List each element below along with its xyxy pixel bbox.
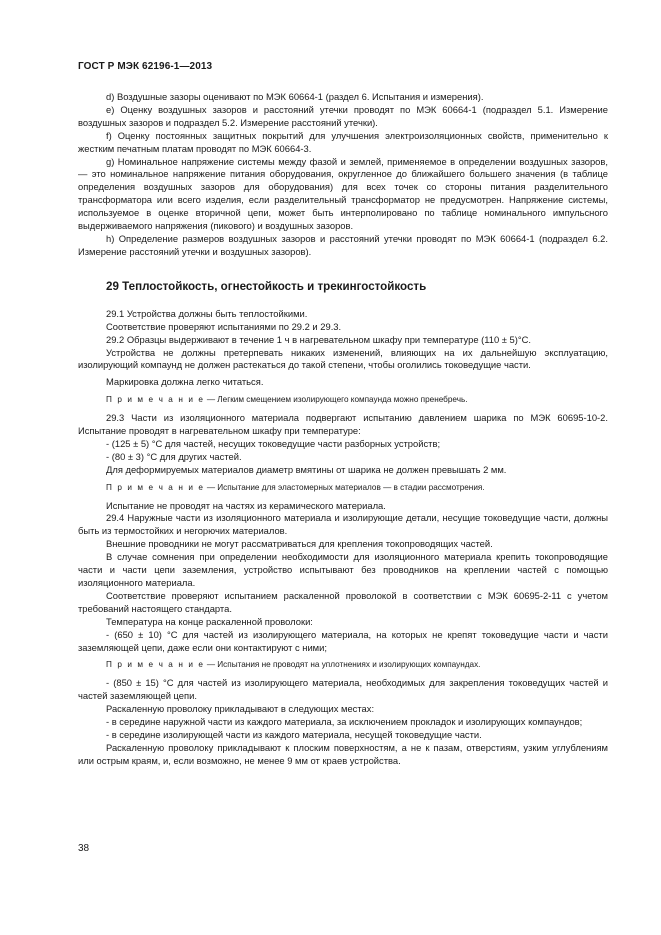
note-3-label: П р и м е ч а н и е — [106, 660, 205, 670]
paragraph-29-3-ceramic: Испытание не проводят на частях из керамического материала. — [106, 499, 386, 511]
note-2-text: — Испытание для эластомерных материалов — в стадии рассмотрения. — [204, 482, 485, 492]
note-1-label: П р и м е ч а н и е — [106, 395, 205, 405]
body-text — [78, 91, 608, 768]
paragraph-29-4-external: Внешние проводники не могут рассматриваться для крепления токопроводящих частей. — [106, 538, 493, 550]
note-2 — [78, 482, 608, 495]
paragraph-29-2: 29.2 Образцы выдерживают в течение 1 ч в нагревательном шкафу при температуре (110 ± 5)°С. — [106, 333, 532, 345]
paragraph-29-4-temperature: Температура на конце раскаленной проволоки: — [106, 615, 313, 627]
note-3-text: — Испытания не проводят на уплотнениях и изолирующих компаундах. — [204, 660, 481, 670]
paragraph-29-1-compliance: Соответствие проверяют испытаниями по 29.2 и 29.3. — [106, 320, 342, 332]
paragraph-29-4-compliance: Соответствие проверяют испытанием раскаленной проволокой в соответствии с МЭК 60695-2-11 с учетом требований настоящего стандарта. — [78, 589, 608, 614]
list-item-80: - (80 ± 3) °С для других частей. — [106, 450, 242, 462]
page-number: 38 — [78, 843, 90, 854]
paragraph-29-4-places: Раскаленную проволоку прикладывают в следующих местах: — [106, 703, 375, 715]
note-3 — [78, 659, 608, 672]
note-1 — [78, 394, 608, 407]
paragraph-29-2-marking: Маркировка должна легко читаться. — [106, 376, 264, 388]
list-item-insulating-part: - в середине изолирующей части из каждого материала, несущей токоведущие части. — [106, 728, 482, 740]
paragraph-29-1: 29.1 Устройства должны быть теплостойкими. — [106, 307, 308, 319]
paragraph-e: e) Оценку воздушных зазоров и расстояний утечки проводят по МЭК 60664-1 (подраздел 5.1. Измерение воздушных зазоров и подраздел 5.2. Измерение расстояний утечки). — [78, 103, 608, 128]
list-item-650: - (650 ± 10) °С для частей из изолирующего материала, на которых не крепят токоведущие части и части заземляющей цепи, даже если они контактируют с ними; — [78, 628, 608, 653]
section-title: 29 Теплостойкость, огнестойкость и трекингостойкость — [106, 279, 427, 293]
paragraph-29-3: 29.3 Части из изоляционного материала подвергают испытанию давлением шарика по МЭК 60695-10-2. Испытание проводят в нагревательном шкафу при температуре: — [78, 412, 608, 437]
document-header: ГОСТ Р МЭК 62196-1—2013 — [78, 61, 213, 72]
paragraph-d: d) Воздушные зазоры оценивают по МЭК 60664-1 (раздел 6. Испытания и измерения). — [106, 91, 484, 102]
note-2-label: П р и м е ч а н и е — [106, 482, 205, 492]
list-item-850: - (850 ± 15) °С для частей из изолирующего материала, необходимых для закрепления токоведущих частей и частей заземляющей цепи. — [78, 677, 608, 702]
paragraph-h: h) Определение размеров воздушных зазоров и расстояний утечки проводят по МЭК 60664-1 (подраздел 6.2. Измерение расстояний утечки и воздушных зазоров). — [78, 232, 608, 257]
list-item-outer-part: - в середине наружной части из каждого материала, за исключением прокладок и изолирующих компаундов; — [106, 716, 583, 728]
paragraph-29-2-requirement: Устройства не должны претерпевать никаких изменений, влияющих на их дальнейшую эксплуатацию, изолирующий компаунд не должен растекаться до такой степени, чтобы оголились токоведущие части. — [78, 346, 608, 371]
paragraph-29-4: 29.4 Наружные части из изоляционного материала и изолирующие детали, несущие токоведущие части, должны быть из термостойких и негорючих материалов. — [78, 512, 608, 537]
list-item-125: - (125 ± 5) °С для частей, несущих токоведущие части разборных устройств; — [106, 437, 441, 449]
paragraph-29-4-surfaces: Раскаленную проволоку прикладывают к плоским поверхностям, а не к пазам, отверстиям, узким углублениям или острым краям, и, если возможно, не менее 9 мм от краев устройства. — [78, 741, 608, 766]
paragraph-29-4-doubt: В случае сомнения при определении необходимости для изоляционного материала крепить токопроводящие части и части цепи заземления, устройство испытывают без проводников на креплении частей с помощью изоляционного материала. — [78, 551, 608, 588]
paragraph-g: g) Номинальное напряжение системы между фазой и землей, применяемое в определении воздушных зазоров, — это номинальное напряжение питания оборудования, округленное до ближайшего большего значения (в таблице определения воздушных зазоров для оборудования) для всех точек со стороны питания разделительного трансформатора или всего изделия, если разделительный трансформатор не предусмотрен. Напряжение системы, используемое в оценке вторичной цепи, может быть интерполировано по таблице номинального импульсного выдерживаемого напряжения (пикового) и воздушных зазоров. — [78, 155, 608, 232]
note-1-text: — Легким смещением изолирующего компаунда можно пренебречь. — [204, 395, 468, 405]
paragraph-29-3-deformable: Для деформируемых материалов диаметр вмятины от шарика не должен превышать 2 мм. — [106, 463, 507, 475]
paragraph-f: f) Оценку постоянных защитных покрытий для улучшения электроизоляционных свойств, применительно к жестким печатным платам проводят по МЭК 60664-3. — [78, 129, 608, 154]
